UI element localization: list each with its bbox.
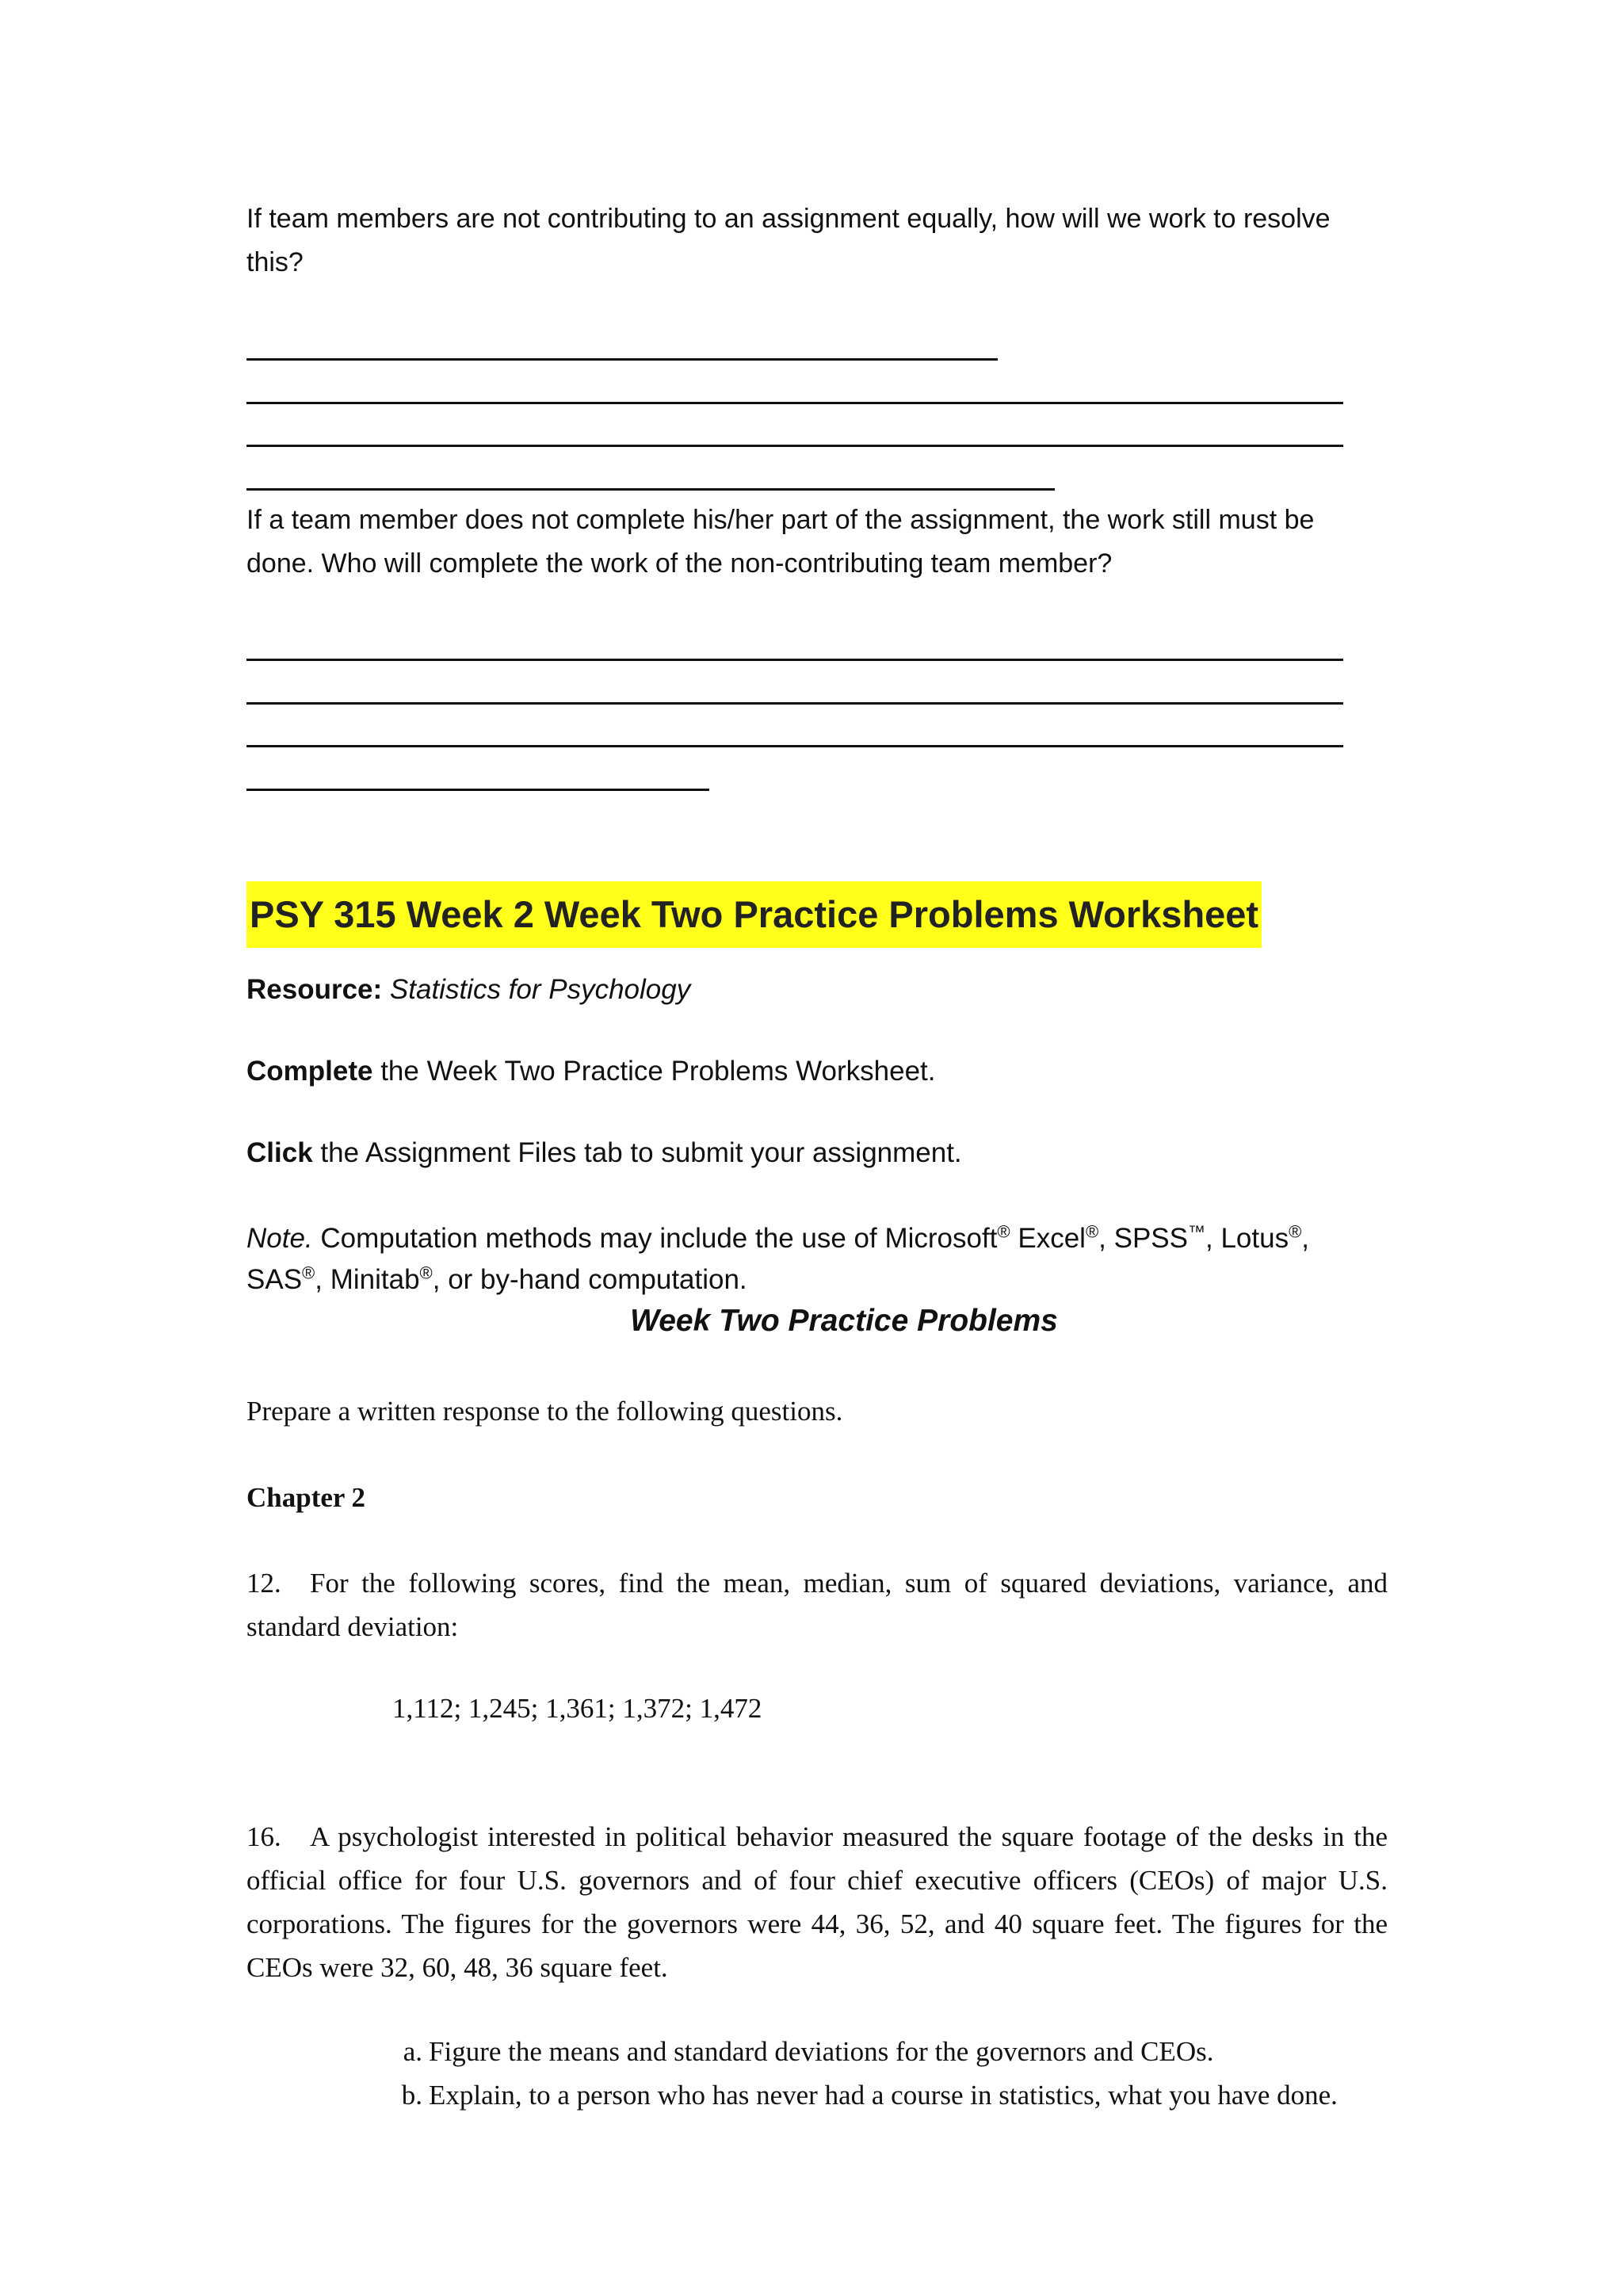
- note-text: , Minitab: [315, 1264, 420, 1295]
- team-question-2: If a team member does not complete his/her part of the assignment, the work still must be done. Who will complete the work of the non-contributing team member?: [246, 505, 1315, 579]
- note-line-2: [246, 1260, 747, 1300]
- complete-text: the Week Two Practice Problems Worksheet.: [372, 1056, 936, 1087]
- click-label: Click: [246, 1137, 313, 1168]
- answer-line: [246, 789, 709, 791]
- resource-value: Statistics for Psychology: [389, 974, 691, 1005]
- resource-label: Resource:: [246, 974, 383, 1005]
- list-marker: b.: [401, 2080, 422, 2111]
- problem-12-scores: 1,112; 1,245; 1,361; 1,372; 1,472: [392, 1693, 762, 1724]
- registered-mark: ®: [1289, 1221, 1302, 1242]
- team-question-1: If team members are not contributing to an assignment equally, how will we work to resolve this?: [246, 204, 1331, 277]
- note-label: Note.: [246, 1223, 313, 1254]
- complete-line: [246, 1052, 935, 1091]
- registered-mark: ®: [1085, 1221, 1099, 1242]
- note-text: , or by-hand computation.: [432, 1264, 747, 1295]
- answer-line: [246, 358, 998, 361]
- problem-number: 12.: [246, 1568, 281, 1599]
- list-marker: a.: [403, 2036, 422, 2067]
- trademark-mark: ™: [1188, 1221, 1205, 1242]
- note-text: SAS: [246, 1264, 303, 1295]
- note-line-1: [246, 1219, 1309, 1259]
- registered-mark: ®: [302, 1263, 315, 1283]
- worksheet-intro: Prepare a written response to the following questions.: [246, 1396, 843, 1427]
- note-text: Computation methods may include the use of Microsoft: [312, 1223, 998, 1254]
- answer-line: [246, 402, 1343, 404]
- note-text: , Lotus: [1205, 1223, 1289, 1254]
- answer-line: [246, 488, 1055, 491]
- note-text: , SPSS: [1098, 1223, 1188, 1254]
- note-text: Excel: [1010, 1223, 1086, 1254]
- answer-line: [246, 702, 1343, 705]
- note-text: ,: [1301, 1223, 1310, 1254]
- registered-mark: ®: [419, 1263, 433, 1283]
- problem-16-item-b: [392, 2073, 1338, 2117]
- assignment-title: PSY 315 Week 2 Week Two Practice Problems Worksheet: [250, 893, 1259, 935]
- answer-line: [246, 445, 1343, 447]
- list-item-text: Figure the means and standard deviations for the governors and CEOs.: [429, 2036, 1214, 2067]
- problem-text: For the following scores, find the mean, median, sum of squared deviations, variance, and standard deviation:: [246, 1568, 1388, 1642]
- list-item-text: Explain, to a person who has never had a course in statistics, what you have done.: [429, 2080, 1338, 2111]
- registered-mark: ®: [997, 1221, 1010, 1242]
- problem-16: [246, 1815, 1388, 1989]
- answer-line: [246, 745, 1343, 747]
- heading-highlight: [246, 881, 1262, 948]
- click-text: the Assignment Files tab to submit your assignment.: [312, 1137, 962, 1168]
- click-line: [246, 1133, 962, 1173]
- problem-text: A psychologist interested in political behavior measured the square footage of the desks in the official office for four U.S. governors and of four chief executive officers (CEOs) of major U.S. corporations. The figures for the governors were 44, 36, 52, and 40 square feet. The figures for the CEOs were 32, 60, 48, 36 square feet.: [246, 1821, 1388, 1983]
- chapter-heading: Chapter 2: [246, 1482, 366, 1513]
- answer-line: [246, 659, 1343, 661]
- problem-number: 16.: [246, 1821, 281, 1852]
- resource-line: [246, 970, 690, 1010]
- complete-label: Complete: [246, 1056, 373, 1087]
- problem-12: [246, 1561, 1388, 1648]
- worksheet-title: Week Two Practice Problems: [630, 1304, 1058, 1338]
- problem-16-item-a: [392, 2030, 1213, 2073]
